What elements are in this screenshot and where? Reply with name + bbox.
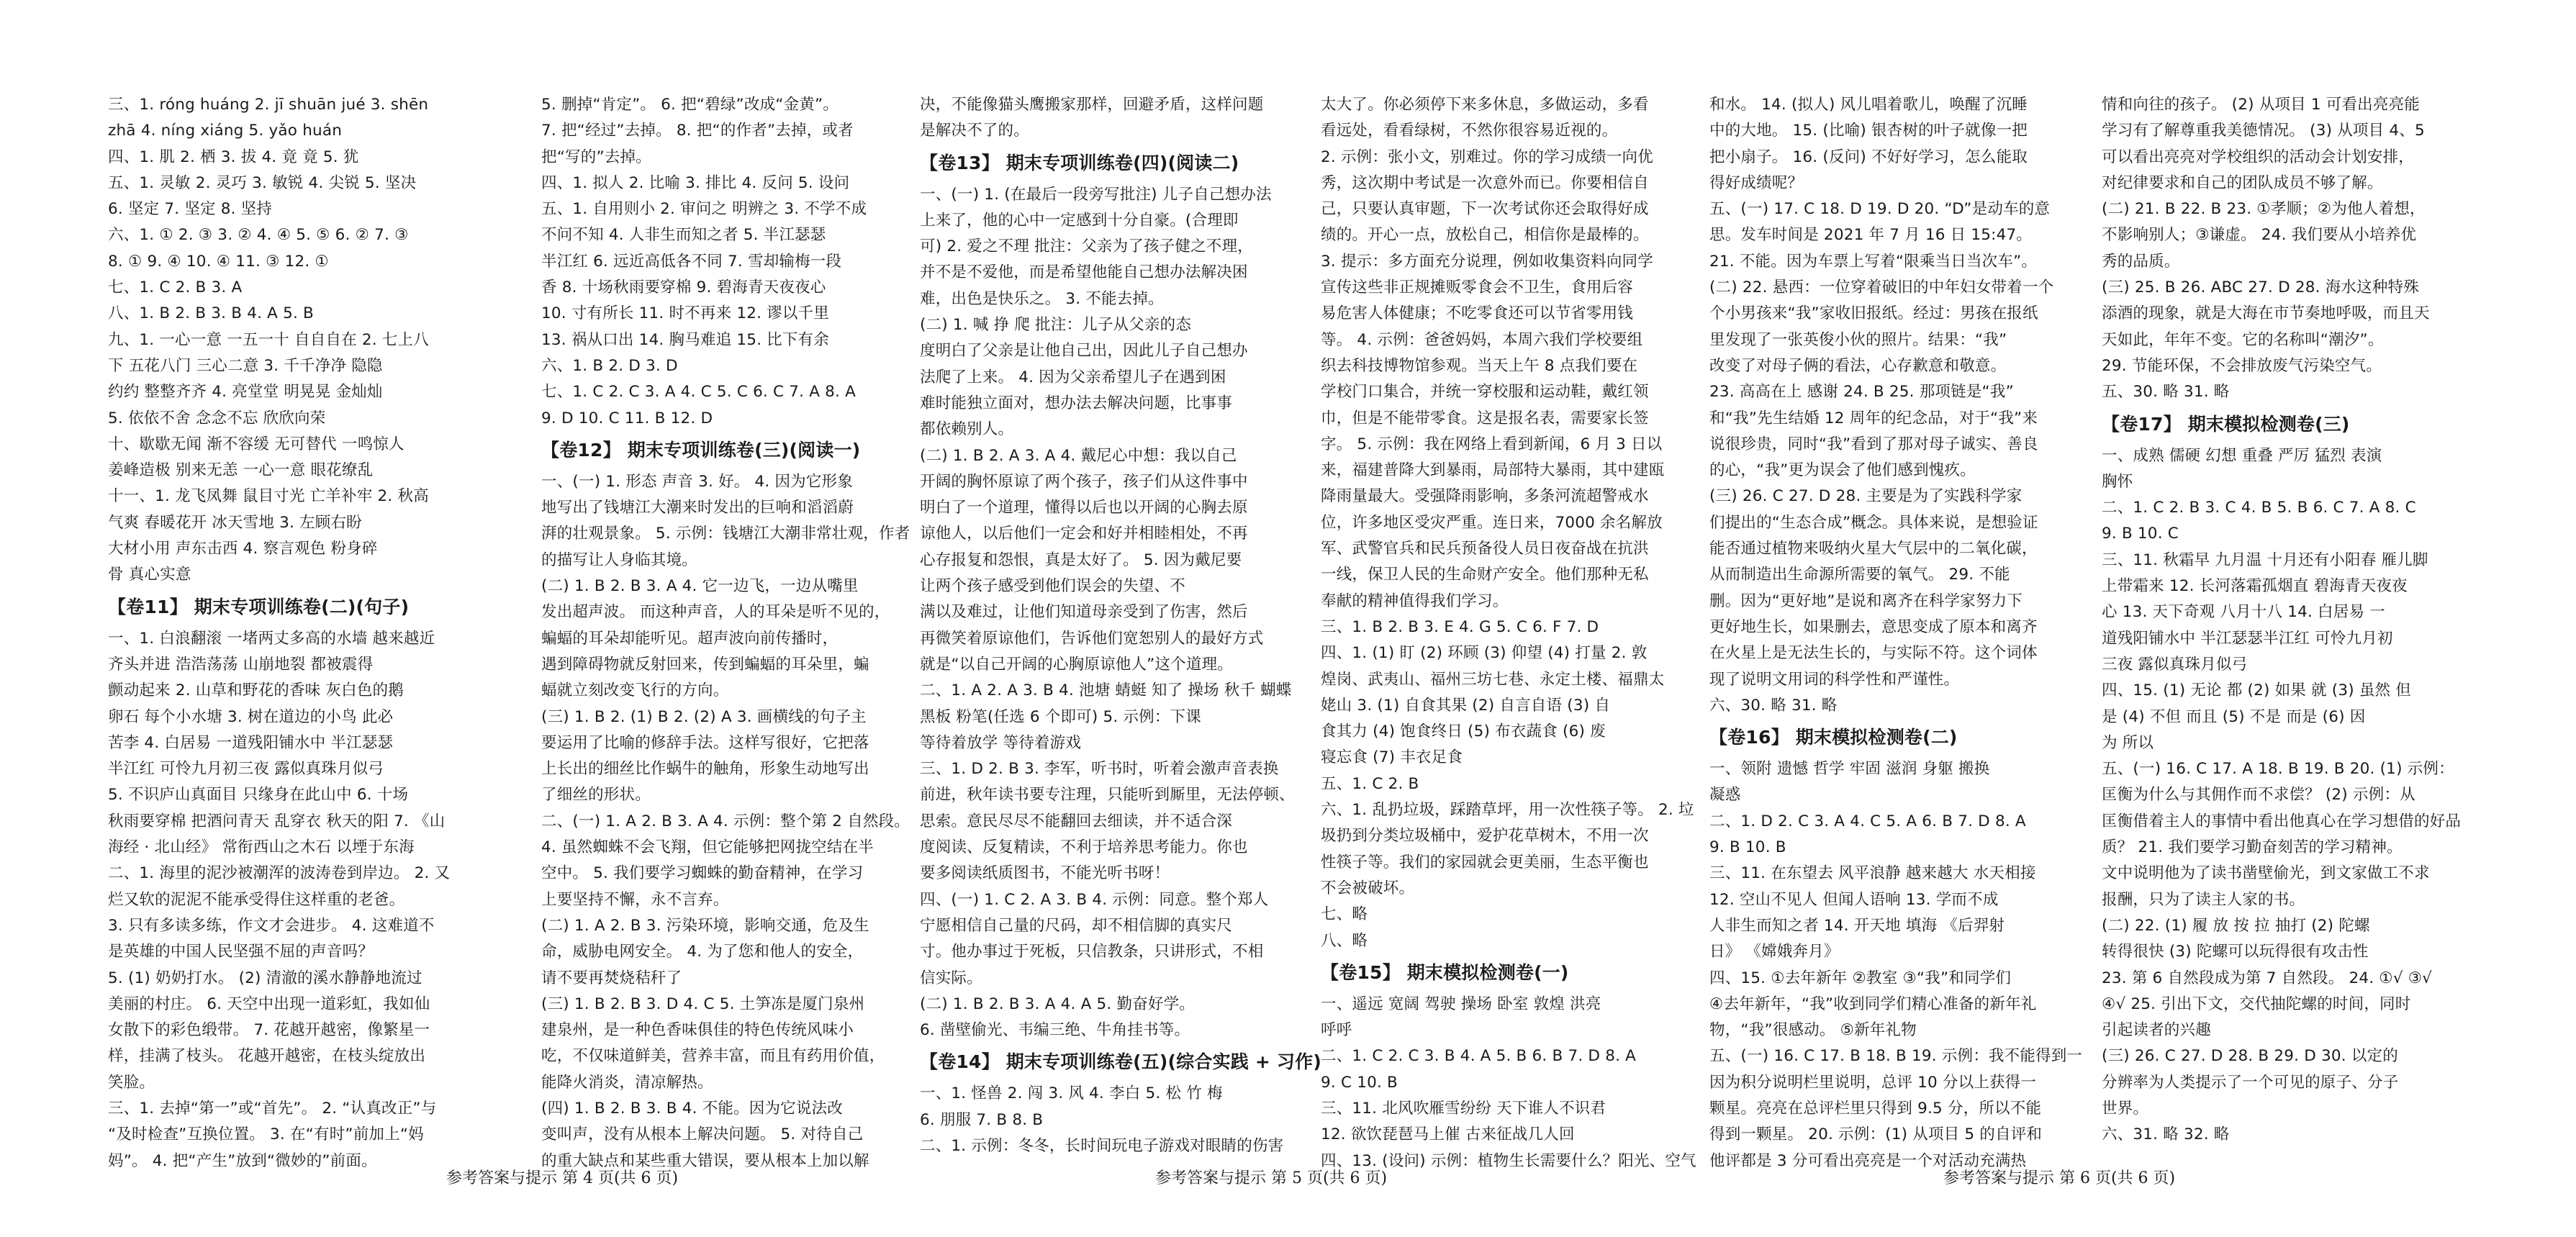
answer-line: 并不是不爱他，而是希望他能自己想办法解决困 (920, 263, 1248, 282)
answer-line: 得到一颗星。 20. 示例：(1) 从项目 5 的自评和 (1709, 1125, 2043, 1144)
answer-line: 道残阳铺水中 半江瑟瑟半江红 可怜九月初 (2102, 629, 2393, 648)
answer-line: 圾扔到分类垃圾桶中，爱护花草树木，不用一次 (1321, 827, 1649, 846)
answer-line: 9. D 10. C 11. B 12. D (541, 409, 713, 427)
answer-line: (三) 25. B 26. ABC 27. D 28. 海水这种特殊 (2102, 278, 2419, 297)
answer-line: 八、1. B 2. B 3. B 4. A 5. B (108, 304, 314, 323)
answer-line: 六、1. ① 2. ③ 3. ② 4. ④ 5. ⑤ 6. ② 7. ③ (108, 226, 409, 245)
answer-line: 5. 删掉“肯定”。 6. 把“碧绿”改成“金黄”。 (541, 96, 839, 114)
answer-line: (二) 1. B 2. B 3. A 4. 它一边飞，一边从嘴里 (541, 577, 859, 596)
answer-line: 决，不能像猫头鹰搬家那样，回避矛盾，这样问题 (920, 96, 1264, 114)
answer-line: 六、30. 略 31. 略 (1709, 696, 1838, 715)
answer-line: 五、(一) 17. C 18. D 19. D 20. “D”是动车的意 (1709, 200, 2051, 219)
section-heading: 【卷13】 期末专项训练卷(四)(阅读二) (920, 152, 1239, 173)
answer-line: 九、1. 一心一意 一五一十 自自自在 2. 七上八 (108, 330, 429, 349)
answer-line: 三夜 露似真珠月似弓 (2102, 655, 2248, 674)
answer-line: 是英雄的中国人民坚强不屈的声音吗？ (108, 943, 374, 961)
answer-line: (三) 1. B 2. B 3. D 4. C 5. 土笋冻是厦门泉州 (541, 994, 865, 1013)
answer-line: 等待着放学 等待着游戏 (920, 733, 1082, 752)
answer-line: 寸。他办事过于死板，只信教条，只讲形式，不相 (920, 943, 1264, 961)
answer-column-3 (920, 92, 1321, 1159)
answer-line: 心 13. 天下奇观 八月十八 14. 白居易 一 (2102, 603, 2385, 622)
page-footer-6: 参考答案与提示 第 6 页(共 6 页) (1943, 1169, 2176, 1187)
answer-line: 六、1. B 2. D 3. D (541, 356, 678, 375)
answer-line: 二、1. C 2. B 3. C 4. B 5. B 6. C 7. A 8. C (2102, 499, 2416, 517)
answer-line: (四) 1. B 2. B 3. B 4. 不能。因为它说法改 (541, 1099, 843, 1118)
answer-line: 宁愿相信自己量的尺码，却不相信脚的真实尺 (920, 916, 1233, 935)
answer-line: 是 (4) 不但 而且 (5) 不是 而是 (6) 因 (2102, 707, 2366, 726)
answer-line: 2. 示例：张小文，别难过。你的学习成绩一向优 (1321, 148, 1653, 166)
answer-line: (二) 1. B 2. B 3. A 4. A 5. 勤奋好学。 (920, 994, 1195, 1013)
answer-line: 29. 节能环保，不会排放废气污染空气。 (2102, 356, 2382, 375)
answer-line: 一线，保卫人民的生命财产安全。他们那种无私 (1321, 566, 1649, 584)
answer-line: 四、15. (1) 无论 都 (2) 如果 就 (3) 虽然 但 (2102, 681, 2411, 700)
answer-line: 海经 · 北山经》 常衔西山之木石 以堙于东海 (108, 838, 415, 857)
answer-line: 烂又软的泥泥不能承受得住这样重的老爸。 (108, 890, 405, 909)
answer-line: 不影响别人；③谦虚。 24. 我们要从小培养优 (2102, 226, 2417, 245)
answer-line: 他评都是 3 分可看出亮亮是一个对活动充满热 (1709, 1151, 2027, 1170)
answer-line: 四、13. (设问) 示例：植物生长需要什么？阳光、空气 (1321, 1151, 1696, 1170)
answer-line: 字。 5. 示例：我在网络上看到新闻，6 月 3 日以 (1321, 435, 1663, 453)
answer-line: 五、(一) 16. C 17. A 18. B 19. B 20. (1) 示例： (2102, 760, 2454, 779)
answer-line: 7. 把“经过”去掉。 8. 把“的作者”去掉，或者 (541, 122, 854, 140)
answer-line: 因为积分说明栏里说明，总评 10 分以上获得一 (1709, 1073, 2037, 1092)
answer-column-5 (1709, 92, 2102, 1174)
section-heading: 【卷16】 期末模拟检测卷(二) (1709, 727, 1958, 748)
answer-line: 下 五花八门 三心二意 3. 千千净净 隐隐 (108, 356, 383, 375)
answer-line: 一、1. 白浪翻滚 一堵两丈多高的水墙 越来越近 (108, 629, 435, 648)
answer-line: 了细丝的形状。 (541, 786, 651, 805)
answer-line: 的重大缺点和某些重大错误，要从根本上加以解 (541, 1151, 869, 1170)
answer-line: 一、1. 怪兽 2. 闯 3. 风 4. 李白 5. 松 竹 梅 (920, 1084, 1223, 1103)
answer-line: 能否通过植物来吸纳火星大气层中的二氧化碳， (1709, 540, 2038, 558)
answer-line: 巾，但是不能带零食。这是报名表，需要家长签 (1321, 409, 1649, 427)
answer-column-4 (1321, 92, 1717, 1174)
answer-line: 一、遥远 宽阔 驾驶 操场 卧室 敦煌 洪亮 (1321, 994, 1601, 1013)
answer-line: 转得很快 (3) 陀螺可以玩得很有攻击性 (2102, 943, 2369, 961)
section-heading: 【卷12】 期末专项训练卷(三)(阅读一) (541, 439, 861, 461)
answer-line: 度阅读、反复精读，不利于培养思考能力。你也 (920, 838, 1248, 857)
answer-line: 把“写的”去掉。 (541, 148, 651, 166)
answer-line: 思索。意民尽尽不能翻回去细读，并不适合深 (920, 812, 1233, 830)
answer-line: 6. 凿壁偷光、韦编三绝、牛角挂书等。 (920, 1021, 1190, 1040)
answer-line: 上要坚持不懈，永不言弃。 (541, 890, 729, 909)
answer-line: 三、11. 秋霜早 九月温 十月还有小阳春 雁儿脚 (2102, 550, 2428, 569)
answer-line: 世界。 (2102, 1099, 2149, 1118)
answer-line: 里发现了一张英俊小伙的照片。结果：“我” (1709, 330, 2007, 349)
answer-line: 让两个孩子感受到他们误会的失望、不 (920, 577, 1185, 596)
answer-line: 秀的品质。 (2102, 252, 2180, 271)
answer-line: 和水。 14. (拟人) 风儿唱着歌儿，唤醒了沉睡 (1709, 96, 2028, 114)
answer-line: 一、(一) 1. (在最后一段旁写批注) 儿子自己想办法 (920, 185, 1272, 204)
section-heading: 【卷11】 期末专项训练卷(二)(句子) (108, 596, 410, 617)
answer-line: 5. 依依不舍 念念不忘 欣欣向荣 (108, 409, 326, 427)
answer-line: 3. 提示：多方面充分说理，例如收集资料向同学 (1321, 252, 1653, 271)
answer-line: 的心，“我”更为误会了他们感到愧疚。 (1709, 461, 1976, 480)
answer-line: 变叫声，没有从根本上解决问题。 5. 对待自己 (541, 1125, 864, 1144)
answer-line: 9. B 10. B (1709, 838, 1786, 857)
answer-line: 遇到障碍物就反射回来，传到蝙蝠的耳朵里，蝙 (541, 655, 869, 674)
answer-line: 请不要再焚烧秸秆了 (541, 969, 682, 987)
answer-line: 心存报复和怨恨，真是太好了。 5. 因为戴尼要 (920, 550, 1242, 569)
section-heading: 【卷14】 期末专项训练卷(五)(综合实践 + 习作) (920, 1051, 1321, 1073)
answer-line: 个小男孩来“我”家收旧报纸。经过：男孩在报纸 (1709, 304, 2038, 323)
answer-line: 大材小用 声东击西 4. 察言观色 粉身碎 (108, 540, 378, 558)
answer-line: 二、1. 海里的泥沙被潮浑的波涛卷到岸边。 2. 又 (108, 864, 451, 883)
answer-line: 从而制造出生命源所需要的氧气。 29. 不能 (1709, 566, 2010, 584)
answer-line: 前进，秋年读书要专注理，只能听到厮里，无法停顿、 (920, 786, 1295, 805)
answer-line: 把小扇子。 16. (反问) 不好好学习，怎么能取 (1709, 148, 2028, 166)
answer-line: (三) 1. B 2. (1) B 2. (2) A 3. 画横线的句子主 (541, 707, 867, 726)
answer-line: 度明白了父亲是让他自己出，因此儿子自己想办 (920, 342, 1248, 361)
answer-line: 难，出色是快乐之。 3. 不能去掉。 (920, 289, 1164, 308)
answer-line: 二、1. C 2. C 3. B 4. A 5. B 6. B 7. D 8. A (1321, 1047, 1637, 1066)
answer-line: 上长出的细丝比作蜗牛的触角，形象生动地写出 (541, 760, 869, 779)
answer-line: 煌岗、武夷山、福州三坊七巷、永定土楼、福鼎太 (1321, 670, 1665, 689)
answer-line: 四、1. 拟人 2. 比喻 3. 排比 4. 反问 5. 设问 (541, 173, 850, 192)
answer-line: (二) 1. B 2. A 3. A 4. 戴尼心中想：我以自己 (920, 446, 1237, 465)
answer-line: 美丽的村庄。 6. 天空中出现一道彩虹，我如仙 (108, 994, 430, 1013)
answer-line: 9. B 10. C (2102, 525, 2179, 543)
answer-line: 妈”。 4. 把“产生”放到“微妙的”前面。 (108, 1151, 377, 1170)
answer-line: 23. 第 6 自然段成为第 7 自然段。 24. ①√ ③√ (2102, 969, 2433, 987)
answer-line: 四、(一) 1. C 2. A 3. B 4. 示例：同意。整个郑人 (920, 890, 1269, 909)
answer-line: 上来了，他的心中一定感到十分自豪。(合理即 (920, 211, 1239, 230)
answer-line: 凝惑 (1709, 786, 1741, 805)
answer-line: 文中说明他为了读书凿壁偷光，到文家做工不求 (2102, 864, 2430, 883)
answer-line: 上带霜来 12. 长河落霜孤烟直 碧海青天夜夜 (2102, 577, 2408, 596)
answer-line: 七、1. C 2. C 3. A 4. C 5. C 6. C 7. A 8. A (541, 383, 857, 402)
answer-line: 5. 不识庐山真面目 只缘身在此山中 6. 十场 (108, 786, 409, 805)
answer-line: 性筷子等。我们的家园就会更美丽，生态平衡也 (1321, 853, 1649, 871)
answer-line: 要运用了比喻的修辞手法。这样写很好，它把落 (541, 733, 869, 752)
answer-line: 奉献的精神值得我们学习。 (1321, 592, 1509, 610)
answer-line: 物，“我”很感动。 ⑤新年礼物 (1709, 1021, 1917, 1040)
answer-line: 约约 整整齐齐 4. 亮堂堂 明晃晃 金灿灿 (108, 383, 383, 402)
answer-line: 再微笑着原谅他们，告诉他们宽恕别人的最好方式 (920, 629, 1264, 648)
answer-line: 得好成绩呢？ (1709, 173, 1804, 192)
answer-line: (二) 1. 喊 挣 爬 批注：儿子从父亲的态 (920, 316, 1192, 335)
answer-line: 不问不知 4. 人非生而知之者 5. 半江瑟瑟 (541, 226, 826, 245)
answer-line: 难时能独立面对，想办法去解决问题，比事事 (920, 394, 1233, 412)
answer-line: 发出超声波。 而这种声音，人的耳朵是听不见的， (541, 603, 890, 622)
answer-line: 降雨量最大。受强降雨影响，多条河流超警戒水 (1321, 487, 1649, 506)
answer-line: 空中。 5. 我们要学习蜘蛛的勤奋精神，在学习 (541, 864, 864, 883)
answer-line: 织去科技博物馆参观。当天上午 8 点我们要在 (1321, 356, 1638, 375)
answer-line: 香 8. 十场秋雨要穿棉 9. 碧海青天夜夜心 (541, 278, 826, 297)
answer-line: 改变了对母子俩的看法，心存歉意和敬意。 (1709, 356, 2007, 375)
answer-line: 七、略 (1321, 905, 1368, 924)
answer-line: ④√ 25. 引出下文，交代抽陀螺的时间，同时 (2102, 994, 2411, 1013)
answer-line: 开阔的胸怀原谅了两个孩子，孩子们从这件事中 (920, 472, 1248, 491)
answer-line: 中的大地。 15. (比喻) 银杏树的叶子就像一把 (1709, 122, 2028, 140)
answer-line: 七、1. C 2. B 3. A (108, 278, 243, 297)
answer-line: 地写出了钱塘江大潮来时发出的巨响和滔滔蔚 (541, 499, 854, 517)
answer-line: 三、1. D 2. B 3. 李军，听书时，听着会激声音表换 (920, 760, 1279, 779)
answer-line: (二) 21. B 22. B 23. ①孝顺；②为他人着想， (2102, 200, 2426, 219)
answer-line: 三、11. 在东望去 风平浪静 越来越大 水天相接 (1709, 864, 2036, 883)
answer-line: 五、(一) 16. C 17. B 18. B 19. 示例：我不能得到一 (1709, 1047, 2083, 1066)
answer-line: 二、1. 示例：冬冬，长时间玩电子游戏对眼睛的伤害 (920, 1136, 1284, 1155)
answer-line: 学习有了解尊重我美德情况。 (3) 从项目 4、5 (2102, 122, 2425, 140)
answer-line: 报酬，只为了读主人家的书。 (2102, 890, 2305, 909)
answer-line: 9. C 10. B (1321, 1073, 1398, 1092)
answer-line: 能降火消炎，清凉解热。 (541, 1073, 713, 1092)
answer-line: 女散下的彩色缎带。 7. 花越开越密，像繁星一 (108, 1021, 430, 1040)
answer-line: 21. 不能。因为车票上写着“限乘当日当次车”。 (1709, 252, 2038, 271)
answer-line: 秀，这次期中考试是一次意外而已。你要相信自 (1321, 173, 1649, 192)
answer-line: 分辨率为人类提示了一个可见的原子、分子 (2102, 1073, 2399, 1092)
section-heading: 【卷15】 期末模拟检测卷(一) (1321, 961, 1569, 983)
answer-line: 卵石 每个小水塘 3. 树在道边的小鸟 此必 (108, 707, 394, 726)
answer-line: 3. 只有多读多练，作文才会进步。 4. 这难道不 (108, 916, 435, 935)
answer-column-6 (2102, 92, 2505, 1148)
answer-line: 食其力 (4) 饱食终日 (5) 布衣蔬食 (6) 废 (1321, 722, 1606, 741)
answer-line: 六、31. 略 32. 略 (2102, 1125, 2230, 1144)
answer-line: 颗星。亮亮在总评栏里只得到 9.5 分，所以不能 (1709, 1099, 2042, 1118)
answer-line: 蝠就立刻改变飞行的方向。 (541, 681, 729, 700)
answer-line: 四、15. ①去年新年 ②教室 ③“我”和同学们 (1709, 969, 2012, 987)
answer-line: 可以看出亮亮对学校组织的活动会计划安排， (2102, 148, 2415, 166)
answer-line: 思。发车时间是 2021 年 7 月 16 日 15:47。 (1709, 226, 2033, 245)
page-footer-5: 参考答案与提示 第 5 页(共 6 页) (1155, 1169, 1388, 1187)
answer-line: 半江红 6. 远近高低各不同 7. 雪却输梅一段 (541, 252, 842, 271)
answer-line: (二) 22. 悬西：一位穿着破旧的中年妇女带着一个 (1709, 278, 2054, 297)
answer-line: 二、1. A 2. A 3. B 4. 池塘 蜻蜓 知了 操场 秋千 蝴蝶 (920, 681, 1292, 700)
answer-line: 姜峰造极 别来无恙 一心一意 眼花缭乱 (108, 461, 374, 480)
answer-line: 可) 2. 爱之不理 批注：父亲为了孩子健之不理， (920, 237, 1253, 256)
answer-line: 匡衡为什么与其佣作而不求偿？ (2) 示例：从 (2102, 786, 2415, 805)
answer-line: 二、1. D 2. C 3. A 4. C 5. A 6. B 7. D 8. A (1709, 812, 2026, 830)
answer-line: 三、1. 去掉“第一”或“首先”。 2. “认真改正”与 (108, 1099, 437, 1118)
answer-column-1 (108, 92, 507, 1174)
answer-line: 现了说明文用词的科学性和严谨性。 (1709, 670, 1960, 689)
answer-line: 命，威胁电网安全。 4. 为了您和他人的安全， (541, 943, 864, 961)
answer-line: 太大了。你必须停下来多休息，多做运动，多看 (1321, 96, 1649, 114)
answer-line: (三) 26. C 27. D 28. 主要是为了实践科学家 (1709, 487, 2023, 506)
answer-line: 都依赖别人。 (920, 420, 1014, 439)
answer-line: 湃的壮观景象。 5. 示例：钱塘江大潮非常壮观，作者 (541, 525, 910, 543)
answer-line: 苦李 4. 白居易 一道残阳铺水中 半江瑟瑟 (108, 733, 394, 752)
answer-line: 的描写让人身临其境。 (541, 550, 698, 569)
answer-line: 四、1. 肌 2. 栖 3. 拔 4. 竟 竟 5. 犹 (108, 148, 359, 166)
answer-line: 气爽 春暖花开 冰天雪地 3. 左顾右盼 (108, 513, 362, 532)
answer-line: 颤动起来 2. 山草和野花的香味 灰白色的鹅 (108, 681, 404, 700)
answer-line: 对纪律要求和自己的团队成员不够了解。 (2102, 173, 2383, 192)
answer-line: 情和向往的孩子。 (2) 从项目 1 可看出亮亮能 (2102, 96, 2420, 114)
answer-line: (二) 1. A 2. B 3. 污染环境，影响交通，危及生 (541, 916, 869, 935)
answer-line: 六、1. 乱扔垃圾，踩踏草坪，用一次性筷子等。 2. 垃 (1321, 801, 1694, 820)
answer-line: 在火星上是无法生长的，与实际不符。这个词体 (1709, 644, 2038, 663)
answer-line: 23. 高高在上 感谢 24. B 25. 那项链是“我” (1709, 383, 2014, 402)
answer-line: 易危害人体健康；不吃零食还可以节省零用钱 (1321, 304, 1634, 323)
answer-line: 人非生而知之者 14. 开天地 填海 《后羿射 (1709, 916, 2005, 935)
answer-line: 天如此，年年不变。它的名称叫“潮汐”。 (2102, 330, 2384, 349)
answer-line: 要多阅读纸质图书，不能光听书呀！ (920, 864, 1170, 883)
answer-line: 为 所以 (2102, 733, 2154, 752)
answer-line: 信实际。 (920, 969, 982, 987)
answer-line: 五、1. 自用则小 2. 审问之 明辨之 3. 不学不成 (541, 200, 867, 219)
answer-line: 呼呼 (1321, 1021, 1352, 1040)
answer-line: 己，只要认真审题，下一次考试你还会取得好成 (1321, 200, 1649, 219)
answer-line: (三) 26. C 27. D 28. B 29. D 30. 以定的 (2102, 1047, 2398, 1066)
answer-line: 齐头并进 浩浩荡荡 山崩地裂 都被震得 (108, 655, 374, 674)
answer-line: 位，许多地区受灾严重。连日来，7000 余名解放 (1321, 513, 1663, 532)
answer-line: 三、1. B 2. B 3. E 4. G 5. C 6. F 7. D (1321, 617, 1599, 636)
answer-line: 匡衡借着主人的事情中看出他真心在学习想借的好品 (2102, 812, 2462, 830)
answer-line: 三、11. 北风吹雁雪纷纷 天下谁人不识君 (1321, 1099, 1606, 1118)
answer-line: 蝙蝠的耳朵却能听见。超声波向前传播时， (541, 629, 839, 648)
answer-line: 质？ 21. 我们要学习勤奋刻苦的学习精神。 (2102, 838, 2403, 857)
answer-line: 胸怀 (2102, 472, 2133, 491)
answer-line: 等。 4. 示例：爸爸妈妈，本周六我们学校要组 (1321, 330, 1643, 349)
answer-line: “及时检查”互换位置。 3. 在“有时”前加上“妈 (108, 1125, 424, 1144)
answer-line: 删。因为“更好地”是说和离齐在科学家努力下 (1709, 592, 2023, 610)
answer-line: 军、武警官兵和民兵预备役人员日夜奋战在抗洪 (1321, 540, 1649, 558)
answer-line: 更好地生长，如果删去，意思变成了原本和离齐 (1709, 617, 2038, 636)
answer-line: 一、(一) 1. 形态 声音 3. 好。 4. 因为它形象 (541, 472, 853, 491)
answer-line: (二) 22. (1) 履 放 按 拉 抽打 (2) 陀螺 (2102, 916, 2370, 935)
answer-line: 6. 朋服 7. B 8. B (920, 1110, 1044, 1129)
answer-line: 学校门口集合，并统一穿校服和运动鞋，戴红领 (1321, 383, 1649, 402)
answer-line: 黑板 粉笔(任选 6 个即可) 5. 示例：下课 (920, 707, 1201, 726)
answer-line: 姥山 3. (1) 自食其果 (2) 自言自语 (3) 自 (1321, 696, 1611, 715)
answer-line: 半江红 可怜九月初三夜 露似真珠月似弓 (108, 760, 384, 779)
answer-line: 日》 《嫦娥奔月》 (1709, 943, 1840, 961)
answer-line: 五、1. 灵敏 2. 灵巧 3. 敏锐 4. 尖锐 5. 坚决 (108, 173, 417, 192)
answer-line: 绩的。开心一点，放松自己，相信你是最棒的。 (1321, 226, 1649, 245)
answer-line: 四、1. (1) 盯 (2) 环顾 (3) 仰望 (4) 打量 2. 敦 (1321, 644, 1648, 663)
answer-line: zhā 4. níng xiáng 5. yǎo huán (108, 122, 343, 140)
section-heading: 【卷17】 期末模拟检测卷(三) (2102, 413, 2350, 435)
answer-line: 满以及难过，让他们知道母亲受到了伤害，然后 (920, 603, 1248, 622)
answer-line: 三、1. róng huáng 2. jī shuān jué 3. shēn (108, 96, 429, 114)
answer-line: 10. 寸有所长 11. 时不再来 12. 谬以千里 (541, 304, 829, 323)
answer-line: 秋雨要穿棉 把酒问青天 乱穿衣 秋天的阳 7. 《山 (108, 812, 446, 830)
answer-line: 二、(一) 1. A 2. B 3. A 4. 示例：整个第 2 自然段。 (541, 812, 910, 830)
answer-line: 是解决不了的。 (920, 122, 1029, 140)
answer-line: 五、1. C 2. B (1321, 774, 1419, 793)
answer-line: 十一、1. 龙飞凤舞 鼠目寸光 亡羊补牢 2. 秋高 (108, 487, 429, 506)
answer-line: 12. 欲饮琵琶马上催 古来征战几人回 (1321, 1125, 1575, 1144)
answer-line: 十、歇歇无闻 渐不容缓 无可替代 一鸣惊人 (108, 435, 405, 453)
answer-line: 法爬了上来。 4. 因为父亲希望儿子在遇到困 (920, 368, 1226, 386)
answer-line: 寝忘食 (7) 丰衣足食 (1321, 748, 1463, 767)
answer-line: 谅他人，以后他们一定会和好并相睦相处，不再 (920, 525, 1248, 543)
answer-line: 5. (1) 奶奶打水。 (2) 清澈的溪水静静地流过 (108, 969, 422, 987)
answer-line: 样，挂满了枝头。 花越开越密，在枝头绽放出 (108, 1047, 426, 1066)
answer-line: 就是“以自己开阔的心胸原谅他人”这个道理。 (920, 655, 1233, 674)
answer-line: 八、略 (1321, 931, 1368, 950)
page-footer-4: 参考答案与提示 第 4 页(共 6 页) (446, 1169, 679, 1187)
answer-line: 一、领附 遗憾 哲学 牢固 滋润 身躯 搬换 (1709, 760, 1990, 779)
answer-line: 12. 空山不见人 但闻人语响 13. 学而不成 (1709, 890, 1999, 909)
answer-line: 不会被破坏。 (1321, 879, 1415, 897)
answer-column-2 (541, 92, 930, 1174)
answer-line: 吃，不仅味道鲜美，营养丰富，而且有药用价值， (541, 1047, 885, 1066)
answer-line: 看远处，看看绿树，不然你很容易近视的。 (1321, 122, 1618, 140)
answer-line: 明白了一个道理，懂得以后也以开阔的心胸去原 (920, 499, 1248, 517)
answer-line: 8. ① 9. ④ 10. ④ 11. ③ 12. ① (108, 252, 329, 271)
answer-line: 引起读者的兴趣 (2102, 1021, 2211, 1040)
answer-line: 6. 坚定 7. 坚定 8. 坚持 (108, 200, 273, 219)
answer-line: 五、30. 略 31. 略 (2102, 383, 2230, 402)
answer-line: 4. 虽然蜘蛛不会飞翔，但它能够把网拢空结在半 (541, 838, 874, 857)
answer-line: 说很珍贵，同时“我”看到了那对母子诚实、善良 (1709, 435, 2038, 453)
answer-line: 添酒的现象，就是大海在市节奏地呼吸，而且天 (2102, 304, 2430, 323)
answer-line: 笑脸。 (108, 1073, 155, 1092)
answer-line: ④去年新年，“我”收到同学们精心准备的新年礼 (1709, 994, 2037, 1013)
answer-line: 13. 祸从口出 14. 胸马难追 15. 比下有余 (541, 330, 829, 349)
answer-line: 骨 真心实意 (108, 566, 191, 584)
answer-line: 来，福建普降大到暴雨，局部特大暴雨，其中建瓯 (1321, 461, 1665, 480)
answer-line: 们提出的“生态合成”概念。具体来说，是想验证 (1709, 513, 2038, 532)
answer-line: 宣传这些非正规摊贩零食会不卫生，食用后容 (1321, 278, 1634, 297)
answer-line: 和“我”先生结婚 12 周年的纪念品，对于“我”来 (1709, 409, 2038, 427)
answer-line: 建泉州，是一种色香味俱佳的特色传统风味小 (541, 1021, 854, 1040)
answer-line: 一、成熟 儒硬 幻想 重叠 严厉 猛烈 表演 (2102, 446, 2382, 465)
